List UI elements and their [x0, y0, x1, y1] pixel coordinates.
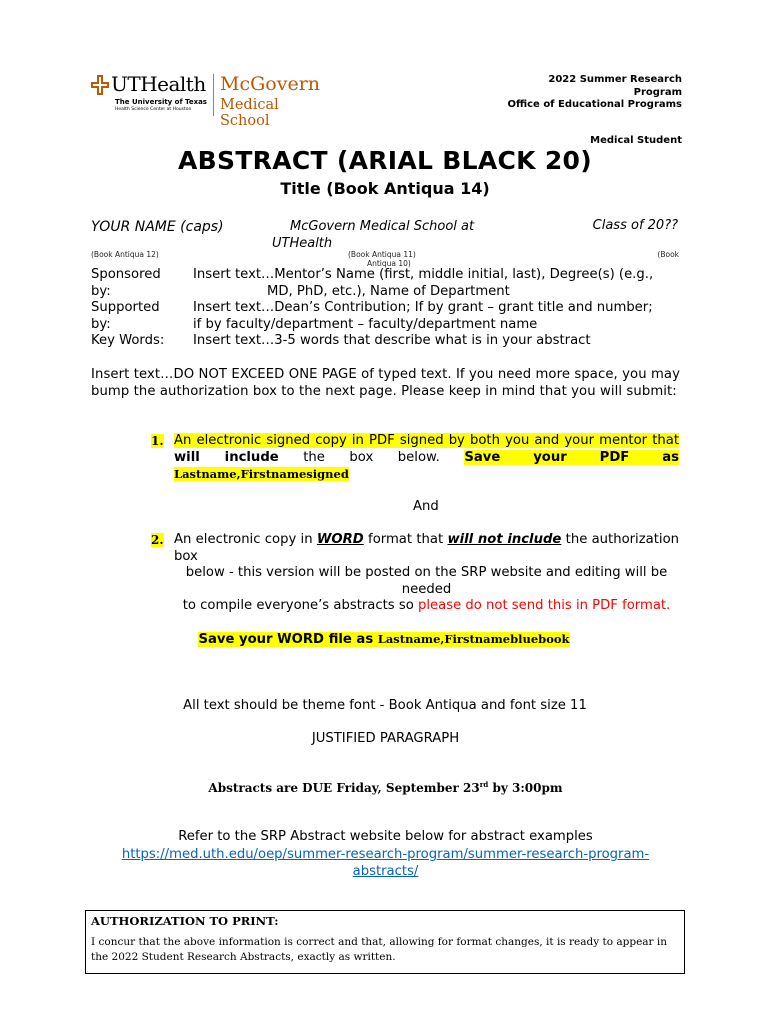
item1-text-b: the box below.	[278, 449, 440, 465]
item2-will-not: will not include	[447, 532, 562, 547]
class-note: (Book	[657, 250, 679, 259]
due-date-b: by 3:00pm	[488, 781, 563, 795]
item1-number	[151, 434, 164, 448]
authorization-title: AUTHORIZATION TO PRINT:	[91, 914, 279, 928]
item2-filename: Lastname,Firstnamebluebook	[377, 632, 570, 646]
item1-will-include: will include	[174, 449, 279, 465]
item2-text-c: the authorization box	[174, 532, 679, 564]
item1-filename: Lastname,Firstnamesigned	[174, 467, 349, 481]
abstracts-link-line2[interactable]: abstracts/	[352, 864, 419, 879]
sponsored-label-line1: Sponsored	[91, 267, 161, 282]
header-line1: 2022 Summer Research	[548, 74, 682, 85]
item2-line3	[174, 598, 679, 615]
item2-number	[151, 533, 164, 547]
sponsored-label	[91, 267, 191, 300]
author-name-note: (Book Antiqua 12)	[91, 250, 159, 259]
due-date-a: Abstracts are DUE Friday, September 23	[208, 781, 480, 795]
school-name	[272, 218, 502, 252]
page-title: ABSTRACT (ARIAL BLACK 20)	[178, 146, 592, 175]
due-date	[91, 780, 680, 795]
due-date-sup: rd	[479, 780, 489, 789]
keywords-label: Key Words:	[91, 333, 165, 348]
sponsored-label-line2: by:	[91, 283, 111, 299]
item2-number-text: 2.	[151, 533, 164, 547]
mcgovern-text: McGovern	[220, 73, 321, 95]
item1-text	[174, 433, 679, 484]
item2-word: WORD	[316, 532, 364, 547]
sponsored-value	[193, 267, 681, 300]
page-subtitle: Title (Book Antiqua 14)	[280, 179, 490, 198]
school-line2: UTHealth	[272, 236, 333, 251]
ut-sub1: The University of Texas	[115, 98, 207, 106]
sponsored-value-line1: Insert text…Mentor’s Name (first, middle initial, last), Degree(s) (e.g.,	[193, 267, 654, 282]
abstracts-link-line1[interactable]: https://med.uth.edu/oep/summer-research-program/summer-research-program-	[121, 847, 650, 862]
author-name: YOUR NAME (caps)	[91, 219, 224, 235]
abstracts-link[interactable]	[91, 846, 680, 880]
supported-label	[91, 300, 191, 333]
sponsored-row	[91, 267, 681, 300]
and-text: And	[413, 499, 439, 514]
sponsored-value-line2: MD, PhD, etc.), Name of Department	[267, 283, 510, 299]
supported-label-line2: by:	[91, 316, 111, 332]
authorization-box	[85, 910, 685, 974]
item2-text	[174, 532, 679, 565]
header-line2: Program	[633, 86, 682, 98]
authorization-text: I concur that the above information is correct and that, allowing for format changes, it is ready to appear in the 2022 Student Research Abstracts, exactly as written.	[91, 936, 668, 963]
intro-paragraph: Insert text…DO NOT EXCEED ONE PAGE of typed text. If you need more space, you may bump the authorization box to the next page. Please keep in mind that you will submit:	[91, 367, 680, 399]
item2-text-a: An electronic copy in	[174, 532, 317, 547]
item2-text-b: format that	[363, 532, 448, 547]
class-year: Class of 20??	[592, 218, 678, 233]
ut-sub2: Health Science Center at Houston	[115, 107, 192, 112]
ut-name: UTHealth	[111, 72, 206, 96]
supported-label-line1: Supported	[91, 300, 160, 315]
keywords-value: Insert text…3-5 words that describe what is in your abstract	[193, 333, 591, 348]
item1-number-text: 1.	[151, 434, 164, 448]
program-header	[507, 74, 682, 112]
header-line3: Office of Educational Programs	[507, 99, 682, 110]
item2-line3-a: to compile everyone’s abstracts so	[182, 598, 418, 613]
uthealth-mcgovern-logo	[91, 72, 331, 129]
supported-value-line1: Insert text…Dean’s Contribution; If by grant – grant title and number;	[193, 300, 653, 315]
uthealth-star-icon	[91, 75, 109, 95]
supported-value-line2: if by faculty/department – faculty/department name	[193, 316, 538, 332]
school-note-line2: Antiqua 10)	[366, 259, 411, 268]
item2-save-label: Save your WORD file as	[198, 632, 378, 647]
logo-divider	[213, 74, 214, 116]
school-line1: McGovern Medical School at	[290, 219, 475, 234]
medical-student-label: Medical Student	[590, 135, 682, 146]
keywords-row	[91, 333, 681, 350]
justified-note: JUSTIFIED PARAGRAPH	[311, 731, 460, 746]
item2-line3-red: please do not send this in PDF format.	[417, 598, 671, 613]
item2-save	[174, 632, 594, 647]
item1-save-label: Save your PDF as	[464, 449, 679, 465]
medical-school-text: Medical School	[220, 97, 279, 129]
school-note-line1: (Book Antiqua 11)	[348, 250, 416, 259]
supported-row	[91, 300, 681, 333]
theme-font-note: All text should be theme font - Book Antiqua and font size 11	[183, 698, 587, 713]
item1-text-a: An electronic signed copy in PDF signed by both you and your mentor that	[174, 433, 679, 448]
item2-line2: below - this version will be posted on the SRP website and editing will be needed	[185, 565, 668, 597]
supported-value	[193, 300, 681, 333]
refer-text: Refer to the SRP Abstract website below for abstract examples	[178, 829, 593, 844]
school-note	[348, 250, 416, 268]
